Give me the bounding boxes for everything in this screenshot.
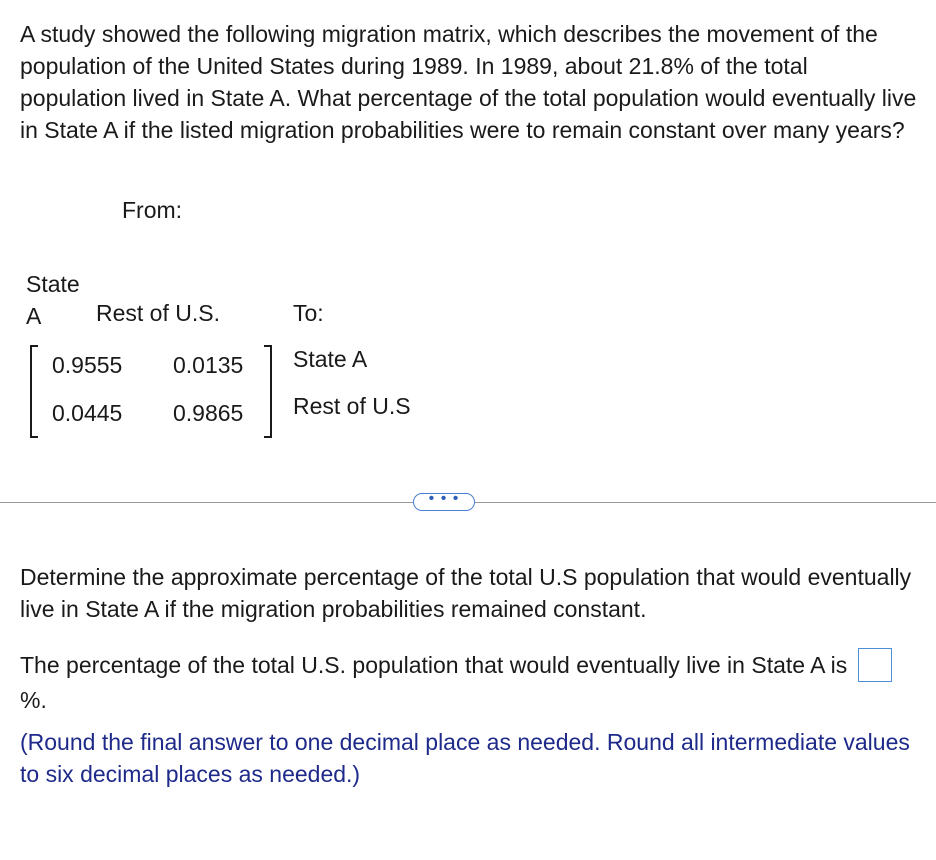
matrix-to-label: To: <box>293 300 324 326</box>
column-header-state-line2: A <box>26 303 42 329</box>
matrix-column-header-rest: Rest of U.S. <box>96 300 220 326</box>
matrix-row-label-rest: Rest of U.S <box>293 393 411 419</box>
matrix-column-header-state-a <box>26 268 80 332</box>
matrix-cell: 0.0135 <box>173 352 244 378</box>
answer-prefix: The percentage of the total U.S. population that would eventually live in State A is <box>20 652 848 678</box>
answer-input[interactable] <box>858 648 892 682</box>
matrix-cell: 0.0445 <box>52 400 123 426</box>
part-instructions: Determine the approximate percentage of the total U.S population that would eventually live in State A if the migration probabilities remained constant. <box>20 564 912 622</box>
matrix-cell: 0.9865 <box>173 400 244 426</box>
matrix-cell: 0.9555 <box>52 352 123 378</box>
rounding-hint: (Round the final answer to one decimal place as needed. Round all intermediate values to six decimal places as needed.) <box>20 729 910 787</box>
answer-line <box>20 649 920 716</box>
answer-suffix: %. <box>20 686 47 713</box>
matrix-right-bracket <box>264 345 272 438</box>
column-header-state-line1: State <box>26 271 80 297</box>
matrix-left-bracket <box>30 345 38 438</box>
matrix-row-label-state-a: State A <box>293 346 368 372</box>
expand-more-button[interactable]: • • • <box>413 493 475 511</box>
question-text: A study showed the following migration matrix, which describes the movement of the population of the United States during 1989. In 1989, about 21.8% of the total population lived in State A. What percentage of the total population would eventually live in State A if the listed migration probabilities were to remain constant over many years? <box>20 21 917 143</box>
matrix-from-label: From: <box>122 197 183 223</box>
